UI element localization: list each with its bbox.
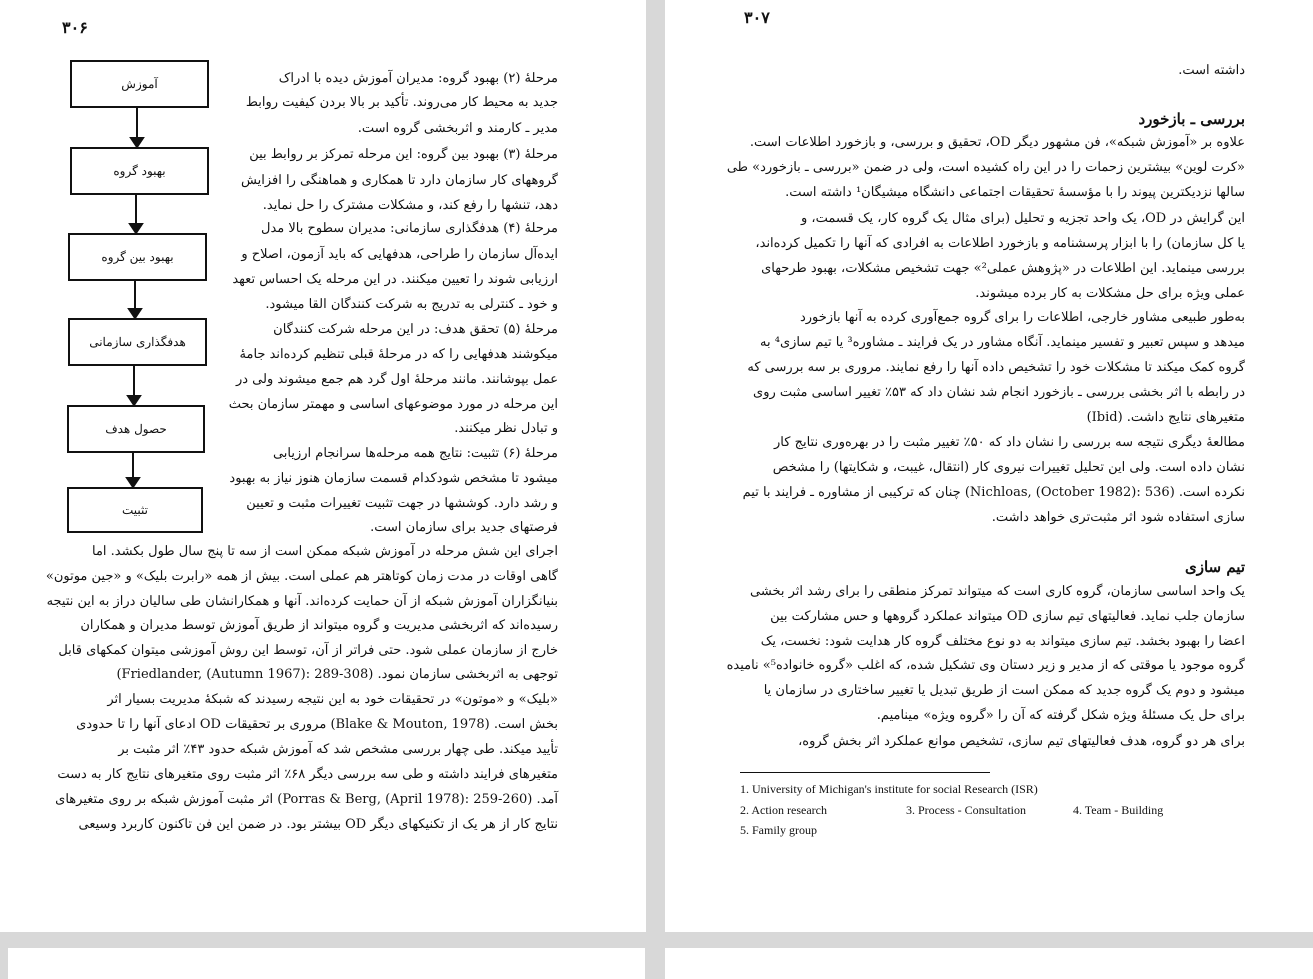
text-line: جدید به محیط کار می‌روند. تأکید بر بالا بردن کیفیت روابط [245, 95, 558, 110]
text-line: مطالعهٔ دیگری نتیجه سه بررسی را نشان داد که ۵۰٪ تغییر مثبت را در بهره‌وری نتایج کار [774, 435, 1245, 450]
text-line: نکرده است. (Nichloas, (October 1982): 536) چنان که ترکیبی از مشاوره ـ فرایند با تیم [742, 485, 1245, 500]
text-line: در رابطه با اثر بخشی بررسی ـ بازخورد انجام شد نشان داد که ۵۳٪ تغییر اساسی مثبت روی [753, 385, 1245, 400]
text-line: متغیرهای فرایند داشته و طی سه بررسی دیگر ۶۸٪ اثر مثبت روی متغیرهای نتایج کار به دست [57, 767, 558, 782]
text-line: «کرت لوین» بیشترین زحمات را در این راه کشیده است، ولی در ضمن «بررسی ـ بازخورد» طی [726, 160, 1245, 175]
text-line: خارج از سازمان عملی شود. حتی فراتر از آن، توسط این روش آموزشی میتوان کمکهای قابل [58, 643, 558, 658]
text-line: دهد، تنشها را رفع کند، و مشکلات مشترک را حل نماید. [262, 198, 558, 213]
footnote-4: 4. Team - Building [1073, 803, 1164, 817]
text-line: داشته است. [1178, 63, 1245, 78]
text-line: توجهی به اثربخشی سازمان نمود. (Friedlander, (Autumn 1967): 289-308) [116, 667, 558, 682]
text-line: ارزیابی شوند را تعیین میکنند. در این مرحله یک احساس تعهد [232, 272, 558, 287]
text-line: سالها نزدیکترین پیوند را با مؤسسهٔ تحقیقات اجتماعی دانشگاه میشیگان¹ داشته است. [785, 185, 1245, 200]
section-heading-survey-feedback: بررسی ـ بازخورد [1138, 110, 1245, 128]
footnote-2: 2. Action research [740, 803, 827, 817]
text-line: بخش است. (Blake & Mouton, 1978) مروری بر تحقیقات OD ادعای آنها را تا حدودی [76, 717, 558, 732]
text-line: گروههای کار سازمان دارد تا همکاری و هماهنگی را افزایش [241, 173, 558, 188]
text-line: نشان داده است. ولی این تحلیل تغییرات نیروی کار (انتقال، غیبت، و شکایتها) را مشخص [772, 460, 1245, 475]
text-line: مرحلهٔ (۲) بهبود گروه: مدیران آموزش دیده با ادراک [278, 71, 558, 86]
text-line: «بلیک» و «موتون» در تحقیقات خود به این نتیجه رسیدند که شبکهٔ مدیریت بسیار اثر [107, 692, 558, 707]
text-line: میشود و دوم یک گروه جدید که ممکن است از طریق تبدیل یا تغییر ساختاری در سازمان یا [763, 683, 1245, 698]
footnote-5: 5. Family group [740, 823, 817, 837]
text-line: یا کل سازمان) را با ابزار پرسشنامه و بازخورد اطلاعات به افرادی که آنها را تکمیل کرده‌اند، [755, 236, 1245, 251]
text-line: بنیانگزاران آموزش شبکه از آن حمایت کرده‌اند. آنها و همکارانشان طی سالیان دراز به این نتیجه [46, 594, 558, 609]
flowchart-box-training: آموزش [70, 60, 209, 108]
text-line: برای هر دو گروه، هدف فعالیتهای تیم سازی، تشخیص موانع عملکرد اثر بخش گروه، [798, 734, 1245, 749]
text-line: گروه کمک میکند تا مشکلات خود را تشخیص داده آنها را رفع نمایند. مروری بر سه بررسی که [747, 360, 1245, 375]
text-line: مرحلهٔ (۳) بهبود بین گروه: این مرحله تمرکز بر روابط بین [249, 147, 558, 162]
page-number-right: ۳۰۷ [744, 8, 770, 27]
text-line: نتایج کار از هر یک از تکنیکهای دیگر OD بیشتر بود. در ضمن این فن تاکنون کاربرد وسیعی [78, 817, 558, 832]
text-line: آمد. (Porras & Berg, (April 1978): 259-260) اثر مثبت آموزش شبکه بر روی متغیرهای [55, 792, 558, 807]
text-line: این مرحله در مورد موضوعهای اساسی و مهمتر سازمان بحث [228, 397, 558, 412]
text-line: ایده‌آل سازمان را طراحی، هدفهایی که باید آزمون، اصلاح و [241, 247, 558, 262]
text-line: به‌طور طبیعی مشاور خارجی، اطلاعات را برای گروه جمع‌آوری کرده به آنها بازخورد [799, 310, 1245, 325]
footnote-3: 3. Process - Consultation [906, 803, 1026, 817]
text-line: عملی ویژه برای حل مشکلات به کار برده میشوند. [975, 286, 1245, 301]
text-line: میشود تا مشخص شودکدام قسمت سازمان هنوز نیاز به بهبود [229, 471, 558, 486]
text-line: فرصتهای جدید برای سازمان است. [370, 520, 558, 535]
text-line: گروه موجود یا موقتی که از مدیر و زیر دستان وی تشکیل شده، که اغلب «گروه خانواده⁵» نامیده [726, 658, 1245, 673]
next-page-right-edge [665, 948, 1313, 979]
page-number-left: ۳۰۶ [62, 18, 88, 37]
text-line: مدیر ـ کارمند و اثربخشی گروه است. [357, 121, 558, 136]
text-line: سازی استفاده شود اثر مثبت‌تری خواهد داشت. [991, 510, 1245, 525]
right-page [665, 0, 1313, 932]
flowchart-box-stabilization: تثبیت [67, 487, 203, 533]
section-heading-team-building: تیم سازی [1184, 558, 1245, 576]
text-line: مرحلهٔ (۵) تحقق هدف: در این مرحله شرکت کنندگان [273, 322, 558, 337]
footnote-1: 1. University of Michigan's institute for social Research (ISR) [740, 782, 1038, 796]
text-line: بررسی مینماید. این اطلاعات در «پژوهش عملی²» جهت تشخیص مشکلات، بهبود طرحهای [761, 261, 1245, 276]
text-line: یک واحد اساسی سازمان، گروه کاری است که میتواند تمرکز منطقی را برای رشد اثر بخشی [750, 584, 1245, 599]
text-line: متغیرهای نتایج داشت. (Ibid) [1086, 410, 1245, 425]
text-line: میکوشند هدفهایی را که در مرحلهٔ قبلی تنظیم کرده‌اند جامهٔ [239, 347, 558, 362]
left-page [0, 0, 646, 932]
flowchart-box-goal-setting: هدفگذاری سازمانی [68, 318, 207, 366]
footnote-divider [740, 772, 990, 773]
text-line: مرحلهٔ (۶) تثبیت: نتایج همه مرحله‌ها سرانجام ارزیابی [272, 446, 558, 461]
next-page-left-edge [8, 948, 645, 979]
text-line: سازمان جلب نماید. فعالیتهای تیم سازی OD میتواند عملکرد گروهها و حس مشارکت بین [770, 609, 1245, 624]
text-line: گاهی اوقات در مدت زمان کوتاهتر هم عملی است. بیش از همه «رابرت بلیک» و «جین موتون» [45, 569, 558, 584]
text-line: تأیید میکند. طی چهار بررسی مشخص شد که آموزش شبکه حدود ۴۳٪ اثر مثبت بر [118, 742, 558, 757]
text-line: علاوه بر «آموزش شبکه»، فن مشهور دیگر OD، تحقیق و بررسی، و بازخورد اطلاعات است. [749, 135, 1245, 150]
text-line: رسیده‌اند که اثربخشی مدیریت و گروه میتواند از طریق آموزش توسط مدیران و همکاران [80, 618, 558, 633]
flowchart-box-group-improvement: بهبود گروه [70, 147, 209, 195]
flowchart-box-goal-achievement: حصول هدف [67, 405, 205, 453]
text-line: و رشد دارد. کوششها در جهت تثبیت تغییرات مثبت و تعیین [246, 496, 558, 511]
text-line: مرحلهٔ (۴) هدفگذاری سازمانی: مدیران سطوح بالا مدل [261, 221, 558, 236]
text-line: و خود ـ کنترلی به تدریج به شرکت کنندگان القا میشود. [265, 297, 558, 312]
text-line: عمل بپوشانند. مانند مرحلهٔ اول گرد هم جمع میشوند ولی در [235, 372, 558, 387]
text-line: و تبادل نظر میکنند. [454, 421, 558, 436]
text-line: اعضا را بهبود بخشد. تیم سازی میتواند به دو نوع مختلف گروه کار هدایت شود: نخست، یک [760, 634, 1245, 649]
text-line: میدهد و سپس تعبیر و تفسیر مینماید. آنگاه مشاور در یک فرایند ـ مشاوره³ یا تیم سازی⁴ به [759, 335, 1245, 350]
flowchart-box-intergroup-improvement: بهبود بین گروه [68, 233, 207, 281]
text-line: اجرای این شش مرحله در آموزش شبکه ممکن است از سه تا پنج سال طول بکشد. اما [91, 544, 558, 559]
text-line: برای حل یک مسئلهٔ ویژه شکل گرفته که آن را «گروه ویژه» مینامیم. [876, 708, 1245, 723]
text-line: این گرایش در OD، یک واحد تجزیه و تحلیل (برای مثال یک گروه کار، یک قسمت، و [801, 211, 1245, 226]
